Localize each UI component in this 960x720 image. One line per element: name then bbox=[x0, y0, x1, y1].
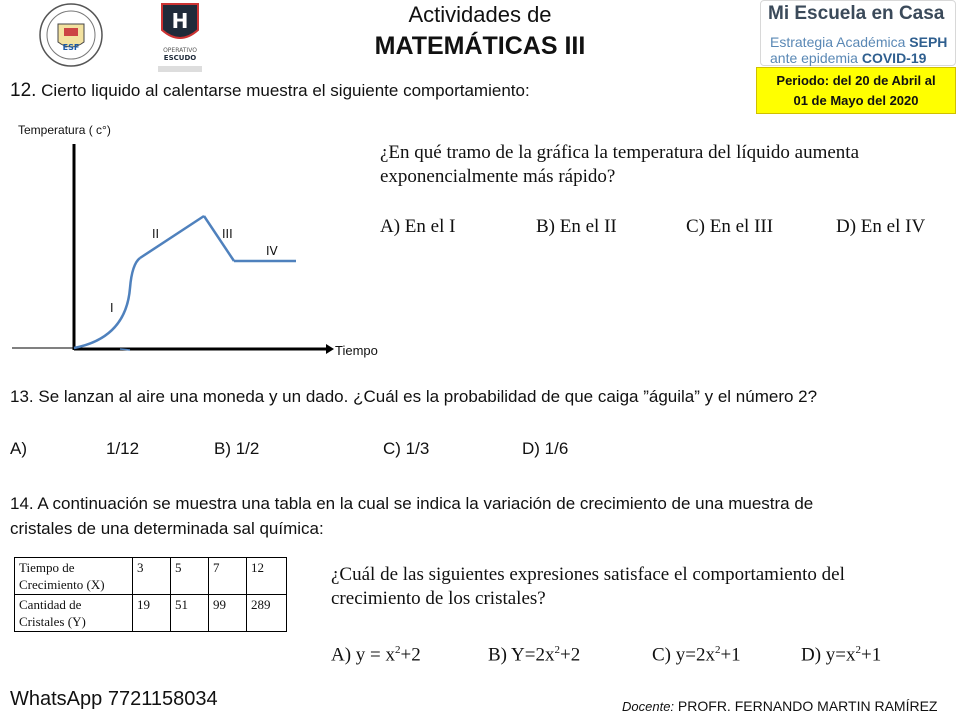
table-cell-label: Cantidad de Cristales (Y) bbox=[15, 595, 133, 632]
x-axis-label: Tiempo bbox=[335, 343, 378, 358]
svg-text:ESCUDO: ESCUDO bbox=[163, 54, 197, 62]
table-cell-label: Tiempo de Crecimiento (X) bbox=[15, 558, 133, 595]
q13-option-c[interactable]: C) 1/3 bbox=[383, 439, 430, 458]
q13-option-b[interactable]: B) 1/2 bbox=[214, 439, 260, 458]
question-12-prompt: 12. Cierto liquido al calentarse muestra el siguiente comportamiento: bbox=[10, 80, 530, 101]
table-cell: 99 bbox=[209, 595, 247, 632]
q12-option-c[interactable]: C) En el III bbox=[686, 216, 774, 237]
question-14-question: ¿Cuál de las siguientes expresiones satisface el comportamiento del crecimiento de los cristales? bbox=[331, 564, 845, 609]
table-cell: 3 bbox=[133, 558, 171, 595]
table-cell: 19 bbox=[133, 595, 171, 632]
whatsapp-contact: WhatsApp 7721158034 bbox=[10, 688, 218, 710]
svg-text:ESF: ESF bbox=[62, 43, 80, 52]
table-cell: 7 bbox=[209, 558, 247, 595]
brand-subtitle-1: Estrategia Académica SEPH bbox=[770, 34, 948, 50]
table-row bbox=[15, 558, 287, 595]
svg-text:H: H bbox=[171, 9, 189, 33]
q12-option-b[interactable]: B) En el II bbox=[536, 216, 617, 237]
q13-option-a-label[interactable]: A) bbox=[10, 439, 27, 458]
table-cell: 5 bbox=[171, 558, 209, 595]
q13-option-d[interactable]: D) 1/6 bbox=[522, 439, 569, 458]
q12-option-a[interactable]: A) En el I bbox=[380, 216, 456, 237]
segment-label-iv: IV bbox=[266, 244, 278, 258]
q14-option-b[interactable]: B) $Y=2x^2+2$ bbox=[488, 644, 581, 666]
table-row bbox=[15, 595, 287, 632]
question-14-text: 14. A continuación se muestra una tabla en la cual se indica la variación de crecimiento de una muestra de cristales de una determinada sal química: bbox=[10, 494, 814, 538]
brand-subtitle-2: ante epidemia COVID-19 bbox=[770, 50, 927, 66]
table-cell: 289 bbox=[247, 595, 287, 632]
crystal-growth-table bbox=[14, 557, 287, 632]
segment-i-curve bbox=[74, 258, 140, 348]
segment-label-iii: III bbox=[222, 227, 233, 241]
y-axis-label: Temperatura ( c°) bbox=[18, 123, 111, 137]
brand-title: Mi Escuela en Casa bbox=[768, 3, 945, 24]
question-13-text: 13. Se lanzan al aire una moneda y un dado. ¿Cuál es la probabilidad de que caiga ”águila” y el número 2? bbox=[10, 387, 818, 406]
q13-option-a-value[interactable]: 1/12 bbox=[106, 439, 140, 458]
q14-option-c[interactable]: C) $y=2x^2+1$ bbox=[652, 644, 741, 666]
page-title-line1: Actividades de bbox=[408, 2, 552, 27]
segment-label-i: I bbox=[110, 301, 114, 315]
question-12-text: ¿En qué tramo de la gráfica la temperatura del líquido aumenta exponencialmente más rápido? bbox=[380, 142, 860, 187]
segment-label-ii: II bbox=[152, 227, 160, 241]
q14-option-a[interactable]: A) $y = x^2+2$ bbox=[331, 644, 421, 666]
table-cell: 51 bbox=[171, 595, 209, 632]
table-cell: 12 bbox=[247, 558, 287, 595]
svg-text:OPERATIVO: OPERATIVO bbox=[163, 47, 197, 54]
x-axis-arrow bbox=[326, 344, 334, 354]
q14-option-d[interactable]: D) $y=x^2+1$ bbox=[801, 644, 882, 666]
page-title-line2: MATEMÁTICAS III bbox=[374, 32, 586, 60]
temperature-chart bbox=[0, 118, 400, 363]
q12-option-d[interactable]: D) En el IV bbox=[836, 216, 926, 237]
segment-ii-line bbox=[140, 216, 204, 258]
teacher-credit: Docente: PROFR. FERNANDO MARTIN RAMÍREZ bbox=[622, 698, 938, 714]
period-badge: Periodo: del 20 de Abril al 01 de Mayo del 2020 bbox=[756, 67, 956, 114]
baseline-tick bbox=[120, 349, 130, 350]
